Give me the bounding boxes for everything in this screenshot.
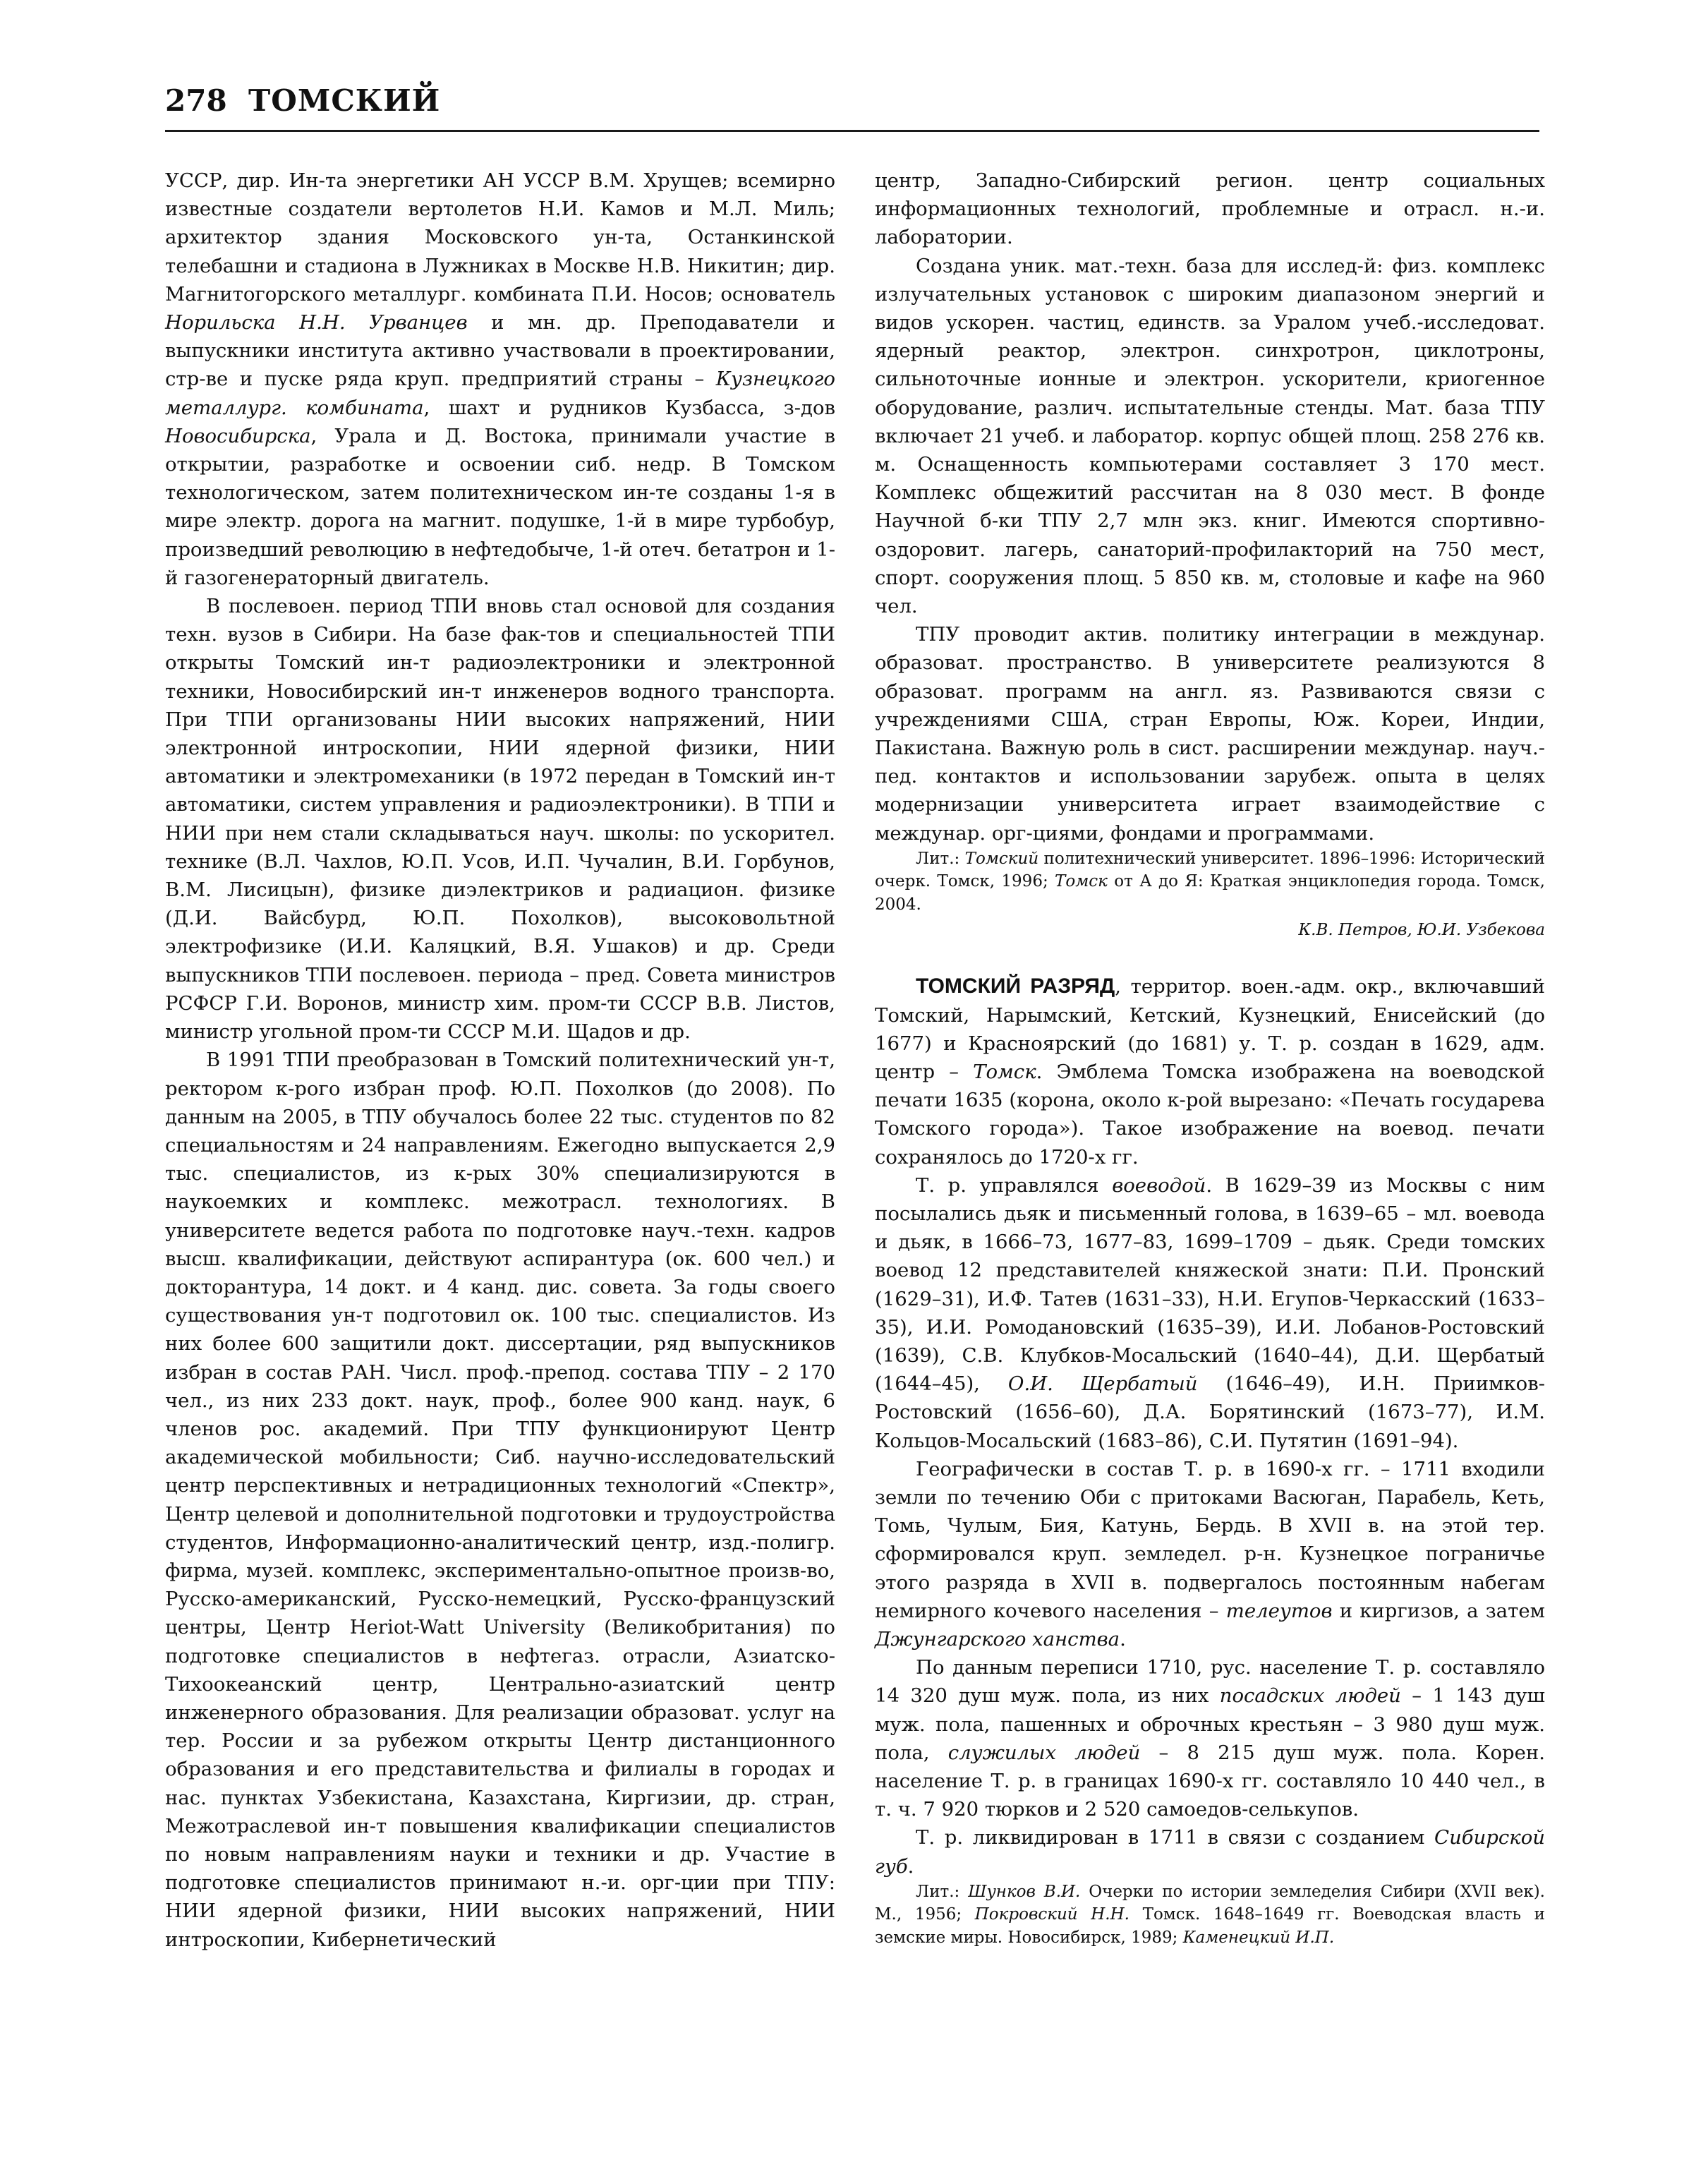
italic-text: Норильска Н.Н. Урванцев (165, 311, 468, 334)
paragraph: центр, Западно-Сибирский регион. центр социальных информационных технологий, проблемные и отрасл. н.-и. лаборатории. (875, 169, 1545, 249)
text: . (907, 1854, 914, 1878)
text: . В 1629–39 из Москвы с ним посылались дьяк и письменный голова, в 1639–65 – мл. воевода и дьяк, в 1666–73, 1677–83, 1699–1709 – дьяк. Среди томских воевод 12 представителей княжеской знати: П.И. Пронский (1629–31), И.Ф. Татев (1631–33), Н.И. Егупов-Черкасский (1633–35), И.И. Ромодановский (1635–39), И.И. Лобанов-Ростовский (1639), С.В. Клубков-Мосальский (1640–44), Д.И. Щербатый (1644–45), (875, 1173, 1546, 1396)
text: – 8 215 душ муж. пола. Корен. население Т. р. в границах 1690-х гг. составляло 10 440 чел., в т. ч. 7 920 тюрков и 2 520 самоедов-селькупов. (875, 1741, 1545, 1821)
text: от А до Я: Краткая энциклопедия города. Томск, 2004. (875, 872, 1545, 914)
italic-text: Шунков В.И. (968, 1882, 1081, 1901)
italic-text: Новосибирска (165, 424, 311, 447)
italic-text: Покровский Н.Н. (974, 1905, 1129, 1924)
paragraph (875, 1653, 1545, 1823)
literature-references (875, 847, 1545, 917)
italic-text: Сибирской губ (875, 1826, 1545, 1878)
italic-text: Каменецкий И.П. (1182, 1928, 1335, 1947)
entry-spacer (875, 941, 1545, 972)
italic-text: телеутов (1225, 1599, 1333, 1622)
entry-paragraph (875, 972, 1545, 1171)
text: , Урала и Д. Востока, принимали участие в открытии, разработке и освоении сиб. недр. В Томском технологическом, затем политехническом ин-те созданы 1-я в мире электр. дорога на магнит. подушке, 1-й в мире турбобур, произведший революцию в нефтедобыче, 1-й отеч. бетатрон и 1-й газогенераторный двигатель. (165, 424, 835, 589)
italic-text: О.И. Щербатый (1007, 1372, 1198, 1396)
text: , шахт и рудников Кузбасса, з-дов (423, 396, 835, 419)
text: , территор. воен.-адм. окр., включавший Томский, Нарымский, Кетский, Кузнецкий, Енисейский (до 1677) и Красноярский (до 1681) у. Т. р. создан в 1629, адм. центр – (875, 975, 1545, 1083)
text: . Эмблема Томска изображена на воеводской печати 1635 (корона, около к-рой вырезано: «Печать государева Томского города»). Такое изображение на воевод. печати сохранялось до 1720-х гг. (875, 1060, 1545, 1169)
italic-text: Томск (1055, 872, 1108, 891)
paragraph (875, 1823, 1545, 1880)
article-authors: К.В. Петров, Ю.И. Узбекова (1298, 921, 1545, 940)
paragraph (875, 1171, 1545, 1455)
italic-text: служилых людей (947, 1741, 1141, 1764)
text: (1646–49), И.Н. Приимков-Ростовский (1656–60), Д.А. Борятинский (1673–77), И.М. Кольцов-Мосальский (1683–86), С.И. Путятин (1691–94). (875, 1372, 1545, 1452)
paragraph (165, 167, 835, 592)
italic-text: посадских людей (1219, 1684, 1401, 1708)
paragraph (875, 1455, 1545, 1653)
header-rule (165, 130, 1539, 132)
text: Лит.: (916, 849, 965, 868)
text: политехнический университет. 1896–1996: Исторический очерк. Томск, 1996; (875, 849, 1545, 891)
text: По данным переписи 1710, рус. население Т. р. составляло 14 320 душ муж. пола, из них (875, 1656, 1545, 1708)
text: Томск. 1648–1649 гг. Воеводская власть и земские миры. Новосибирск, 1989; (875, 1905, 1546, 1947)
text: – 1 143 душ муж. пола, пашенных и оброчных крестьян – 3 980 душ муж. пола, (875, 1684, 1546, 1764)
literature-references (875, 1881, 1545, 1950)
text: УССР, дир. Ин-та энергетики АН УССР В.М. Хрущев; всемирно известные создатели вертолетов Н.И. Камов и М.Л. Миль; архитектор здания Московского ун-та, Останкинской телебашни и стадиона в Лужниках в Москве Н.В. Никитин; дир. Магнитогорского металлург. комбината П.И. Носов; основатель (165, 169, 835, 306)
text: Т. р. управлялся (916, 1173, 1113, 1197)
text: и мн. др. Преподаватели и выпускники института активно участвовали в проектировании, стр-ве и пуске ряда круп. предприятий страны – (165, 311, 835, 391)
text: . (1120, 1628, 1126, 1651)
entry-title: ТОМСКИЙ РАЗРЯД (916, 974, 1115, 998)
italic-text: Томск (973, 1060, 1036, 1083)
text: и киргизов, а затем (1332, 1599, 1545, 1622)
italic-text: Кузнецкого металлург. комбината (165, 368, 835, 419)
paragraph: ТПУ проводит актив. политику интеграции в междунар. образоват. пространство. В университете реализуются 8 образоват. программ на англ. яз. Развиваются связи с учреждениями США, стран Европы, Юж. Кореи, Индии, Пакистана. Важную роль в сист. расширении междунар. науч.-пед. контактов и использовании зарубеж. опыта в целях модернизации университета играет взаимодействие с междунар. орг-циями, фондами и программами. (875, 623, 1545, 845)
page-number: 278 (165, 83, 227, 118)
page-header (165, 83, 1539, 126)
paragraph: В 1991 ТПИ преобразован в Томский политехнический ун-т, ректором к-рого избран проф. Ю.П. Похолков (до 2008). По данным на 2005, в ТПУ обучалось более 22 тыс. студентов по 82 специальностям и 24 направлениям. Ежегодно выпускается 2,9 тыс. специалистов, из к-рых 30% специализируются в наукоемких и комплекс. межотрасл. технологиях. В университете ведется работа по подготовке науч.-техн. кадров высш. квалификации, действуют аспирантура (ок. 600 чел.) и докторантура, 14 докт. и 4 канд. дис. совета. За годы своего существования ун-т подготовил ок. 100 тыс. специалистов. Из них более 600 защитили докт. диссертации, ряд выпускников избран в состав РАН. Числ. проф.-препод. состава ТПУ – 2 170 чел., из них 233 докт. наук, проф., более 900 канд. наук, 6 членов рос. академий. При ТПУ функционируют Центр академической мобильности; Сиб. научно-исследовательский центр перспективных и нетрадиционных технологий «Спектр», Центр целевой и дополнительной подготовки и трудоустройства студентов, Информационно-аналитический центр, изд.-полигр. фирма, музей. комплекс, экспериментально-опытное произв-во, Русско-американский, Русско-немецкий, Русско-французский центры, Центр Heriot-Watt University (Великобритания) по подготовке специалистов в нефтегаз. отрасли, Азиатско-Тихоокеанский центр, Центрально-азиатский центр инженерного образования. Для реализации образоват. услуг на тер. России и за рубежом открыты Центр дистанционного образования и его представительства и филиалы в городах и нас. пунктах Узбекистана, Казахстана, Киргизии, др. стран, Межотраслевой ин-т повышения квалификации специалистов по новым направлениям науки и техники и др. Участие в подготовке специалистов принимают н.-и. орг-ции при ТПУ: НИИ ядерной физики, НИИ высоких напряжений, НИИ интроскопии, Кибернетический (165, 1049, 835, 1951)
paragraph: В послевоен. период ТПИ вновь стал основой для создания техн. вузов в Сибири. На базе фак-тов и специальностей ТПИ открыты Томский ин-т радиоэлектроники и электронной техники, Новосибирский ин-т инженеров водного транспорта. При ТПИ организованы НИИ высоких напряжений, НИИ электронной интроскопии, НИИ ядерной физики, НИИ автоматики и электромеханики (в 1972 передан в Томский ин-т автоматики, систем управления и радиоэлектроники). В ТПИ и НИИ при нем стали складываться науч. школы: по ускорител. технике (В.Л. Чахлов, Ю.П. Усов, И.П. Чучалин, В.И. Горбунов, В.М. Лисицын), физике диэлектриков и радиацион. физике (Д.И. Вайсбурд, Ю.П. Похолков), высоковольтной электрофизике (И.И. Каляцкий, В.Я. Ушаков) и др. Среди выпускников ТПИ послевоен. периода – пред. Совета министров РСФСР Г.И. Воронов, министр хим. пром-ти СССР В.В. Листов, министр угольной пром-ти СССР М.И. Щадов и др. (165, 595, 835, 1044)
text: Т. р. ликвидирован в 1711 в связи с созданием (916, 1826, 1435, 1849)
italic-text: Томский (964, 849, 1039, 868)
running-title: ТОМСКИЙ (248, 83, 441, 118)
left-column (165, 167, 835, 1954)
italic-text: Джунгарского ханства (875, 1628, 1120, 1651)
text: Лит.: (916, 1882, 969, 1901)
paragraph: Создана уник. мат.-техн. база для исслед-й: физ. комплекс излучательных установок с широким диапазоном энергий и видов ускорен. частиц, единств. за Уралом учеб.-исследоват. ядерный реактор, электрон. синхротрон, циклотроны, сильноточные ионные и электрон. ускорители, криогенное оборудование, различ. испытательные стенды. Мат. база ТПУ включает 21 учеб. и лаборатор. корпус общей площ. 258 276 кв. м. Оснащенность компьютерами составляет 3 170 мест. Комплекс общежитий рассчитан на 8 030 мест. В фонде Научной б-ки ТПУ 2,7 млн экз. книг. Имеются спортивно-оздоровит. лагерь, санаторий-профилакторий на 750 мест, спорт. сооружения площ. 5 850 кв. м, столовые и кафе на 960 чел. (875, 254, 1545, 618)
text: Очерки по истории земледелия Сибири (XVII век). М., 1956; (875, 1882, 1545, 1924)
right-column (875, 167, 1545, 1949)
italic-text: воеводой (1112, 1173, 1206, 1197)
text: Географически в состав Т. р. в 1690-х гг. – 1711 входили земли по течению Оби с притоками Васюган, Парабель, Кеть, Томь, Чулым, Бия, Катунь, Бердь. В XVII в. на этой тер. сформировался круп. земледел. р-н. Кузнецкое пограничье этого разряда в XVII в. подвергалось постоянным набегам немирного кочевого населения – (875, 1457, 1545, 1622)
